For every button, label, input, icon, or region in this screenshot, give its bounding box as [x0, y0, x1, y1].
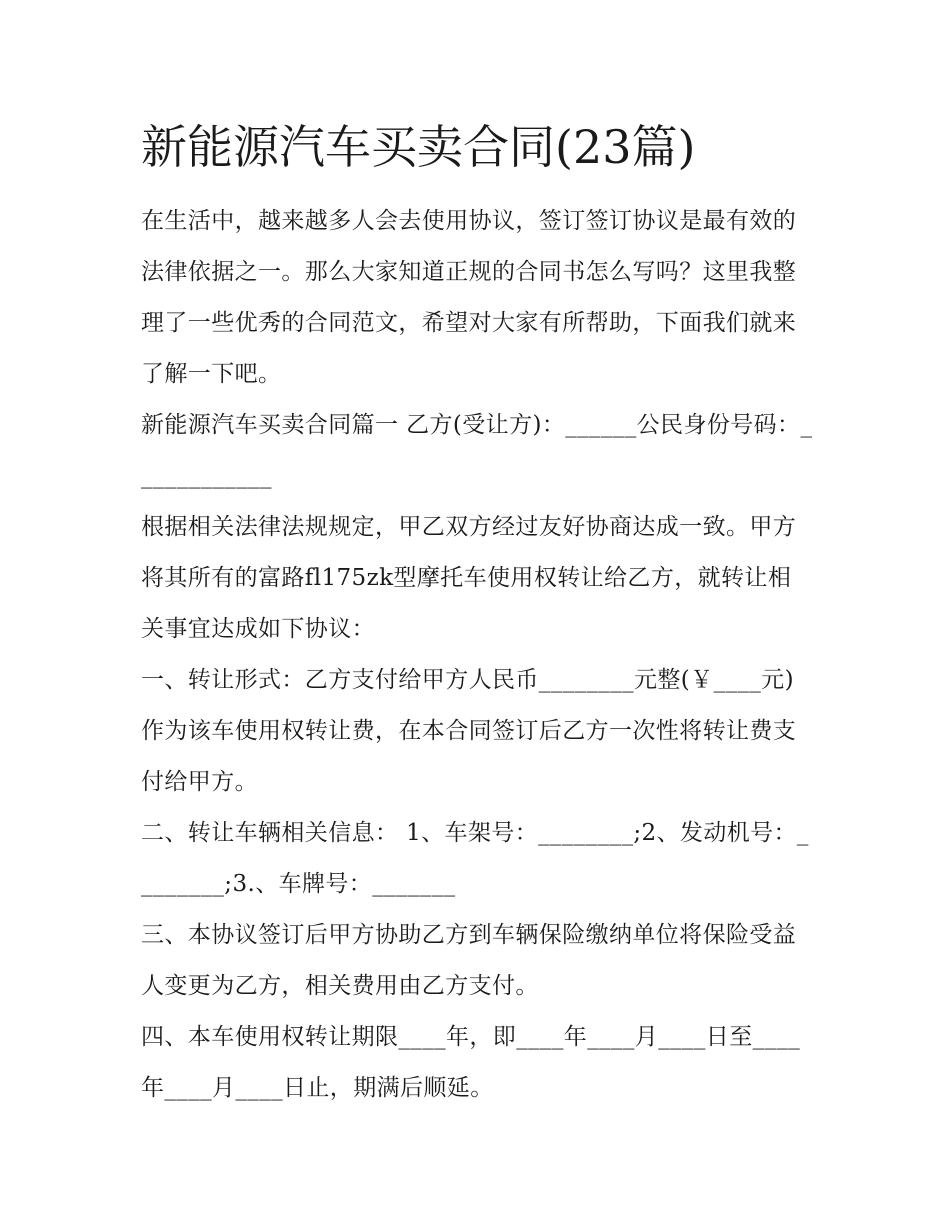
contract-party-line: 新能源汽车买卖合同篇一 乙方(受让方)：______公民身份号码：____________ — [141, 412, 813, 489]
clause-1-transfer-form: 一、转让形式：乙方支付给甲方人民币________元整(￥____元)作为该车使用权转让费，在本合同签订后乙方一次性将转让费支付给甲方。 — [141, 667, 797, 795]
clause-3-insurance: 三、本协议签订后甲方协助乙方到车辆保险缴纳单位将保险受益人变更为乙方，相关费用由乙方支付。 — [141, 922, 797, 999]
document-page — [141, 112, 813, 1114]
intro-paragraph: 在生活中，越来越多人会去使用协议，签订签订协议是最有效的法律依据之一。那么大家知道正规的合同书怎么写吗？这里我整理了一些优秀的合同范文，希望对大家有所帮助，下面我们就来了解一下吧。 — [141, 208, 797, 387]
document-title: 新能源汽车买卖合同(23篇) — [141, 120, 696, 174]
clause-2-vehicle-info: 二、转让车辆相关信息： 1、车架号：________;2、发动机号：________;3.、车牌号：_______ — [141, 820, 809, 897]
agreement-preamble: 根据相关法律法规规定，甲乙双方经过友好协商达成一致。甲方将其所有的富路fl175zk型摩托车使用权转让给乙方，就转让相关事宜达成如下协议： — [141, 514, 797, 642]
clause-4-term: 四、本车使用权转让期限____年，即____年____月____日至____年____月____日止，期满后顺延。 — [141, 1024, 801, 1101]
